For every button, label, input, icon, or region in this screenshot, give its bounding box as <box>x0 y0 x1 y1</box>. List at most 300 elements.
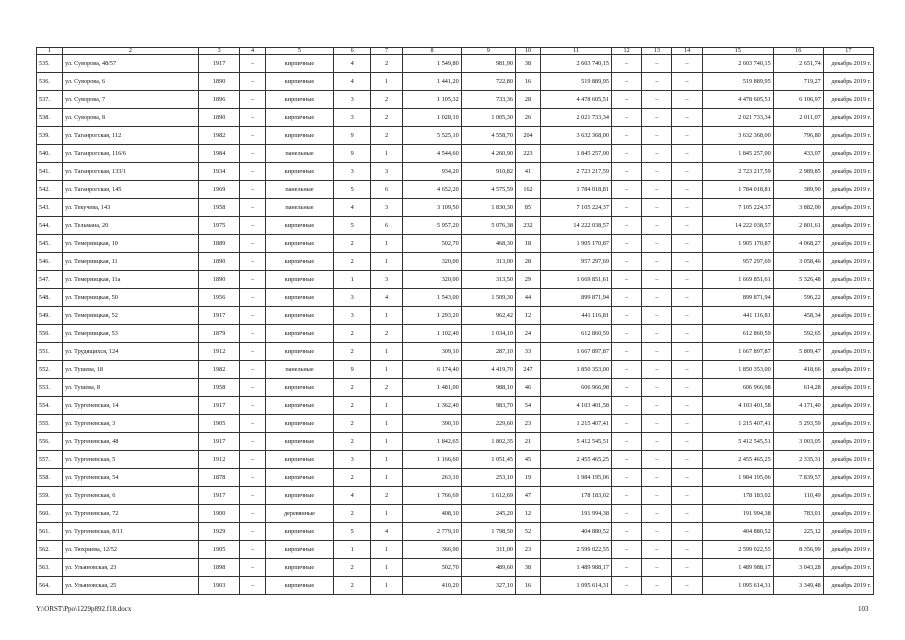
cell-col12: – <box>611 559 641 577</box>
cell-address: ул. Тургеневская, 14 <box>63 397 199 415</box>
cell-address: ул. Темерницкая, 53 <box>63 325 199 343</box>
table-row <box>37 217 874 235</box>
cell-floors: 3 <box>334 91 371 109</box>
cell-repair-cost: 1 784 018,81 <box>541 181 612 199</box>
cell-col13: – <box>642 91 672 109</box>
cell-col13: – <box>642 415 672 433</box>
cell-total-area: 1 549,80 <box>403 55 461 73</box>
table-row <box>37 469 874 487</box>
cell-residents: 26 <box>515 109 540 127</box>
cell-col13: – <box>642 361 672 379</box>
cell-col12: – <box>611 469 641 487</box>
cell-row-number: 553. <box>37 379 63 397</box>
cell-col4: – <box>240 451 265 469</box>
cell-completion-date: декабрь 2019 г. <box>823 559 873 577</box>
cell-col14: – <box>672 487 702 505</box>
cell-wall-material: кирпичные <box>265 343 334 361</box>
cell-wall-material: деревянные <box>265 505 334 523</box>
cell-repair-cost: 14 222 038,57 <box>541 217 612 235</box>
cell-repair-cost: 1 667 897,87 <box>541 343 612 361</box>
cell-col14: – <box>672 109 702 127</box>
cell-col4: – <box>240 541 265 559</box>
cell-residents: 54 <box>515 397 540 415</box>
cell-floors: 2 <box>334 415 371 433</box>
cell-address: ул. Тушева, 18 <box>63 361 199 379</box>
cell-col13: – <box>642 73 672 91</box>
cell-col4: – <box>240 343 265 361</box>
cell-col14: – <box>672 217 702 235</box>
cell-repair-cost: 606 966,98 <box>541 379 612 397</box>
cell-completion-date: декабрь 2019 г. <box>823 433 873 451</box>
cell-repair-cost-total: 1 984 195,06 <box>702 469 773 487</box>
column-header-2: 2 <box>63 48 199 55</box>
cell-repair-cost: 1 850 353,00 <box>541 361 612 379</box>
cell-floors: 4 <box>334 487 371 505</box>
cell-address: ул. Тургеневская, 5 <box>63 451 199 469</box>
cell-row-number: 560. <box>37 505 63 523</box>
cell-wall-material: кирпичные <box>265 379 334 397</box>
cell-repair-cost-total: 5 412 545,51 <box>702 433 773 451</box>
cell-entrances: 3 <box>370 271 402 289</box>
cell-row-number: 552. <box>37 361 63 379</box>
table-row <box>37 559 874 577</box>
cell-cost-per-sqm: 8 356,99 <box>773 541 823 559</box>
cell-col4: – <box>240 307 265 325</box>
cell-address: ул. Таганрогская, 133/1 <box>63 163 199 181</box>
cell-repair-cost: 1 215 407,41 <box>541 415 612 433</box>
cell-col13: – <box>642 343 672 361</box>
cell-repair-cost-total: 612 860,59 <box>702 325 773 343</box>
cell-residents: 162 <box>515 181 540 199</box>
cell-col14: – <box>672 397 702 415</box>
cell-entrances: 3 <box>370 163 402 181</box>
cell-repair-cost: 404 880,52 <box>541 523 612 541</box>
column-header-14: 14 <box>672 48 702 55</box>
cell-residents: 23 <box>515 541 540 559</box>
cell-cost-per-sqm: 3 882,00 <box>773 199 823 217</box>
cell-repair-cost: 7 105 224,37 <box>541 199 612 217</box>
cell-col12: – <box>611 325 641 343</box>
cell-wall-material: кирпичные <box>265 577 334 595</box>
cell-repair-cost-total: 519 889,95 <box>702 73 773 91</box>
cell-residents: 47 <box>515 487 540 505</box>
cell-living-area: 468,30 <box>461 235 515 253</box>
table-row <box>37 73 874 91</box>
cell-residents: 223 <box>515 145 540 163</box>
cell-col4: – <box>240 505 265 523</box>
cell-living-area: 245,20 <box>461 505 515 523</box>
cell-col4: – <box>240 361 265 379</box>
cell-wall-material: панельные <box>265 145 334 163</box>
table-row <box>37 505 874 523</box>
cell-wall-material: кирпичные <box>265 55 334 73</box>
cell-col4: – <box>240 91 265 109</box>
cell-build-year: 1917 <box>198 55 240 73</box>
cell-floors: 4 <box>334 55 371 73</box>
cell-col12: – <box>611 181 641 199</box>
cell-completion-date: декабрь 2019 г. <box>823 361 873 379</box>
cell-entrances: 2 <box>370 379 402 397</box>
table-row <box>37 307 874 325</box>
cell-row-number: 539. <box>37 127 63 145</box>
cell-col4: – <box>240 397 265 415</box>
cell-col12: – <box>611 307 641 325</box>
cell-col12: – <box>611 199 641 217</box>
cell-col12: – <box>611 217 641 235</box>
cell-build-year: 1929 <box>198 523 240 541</box>
cell-row-number: 548. <box>37 289 63 307</box>
cell-residents: 16 <box>515 577 540 595</box>
cell-col13: – <box>642 433 672 451</box>
cell-total-area: 320,00 <box>403 271 461 289</box>
cell-col12: – <box>611 433 641 451</box>
cell-floors: 2 <box>334 325 371 343</box>
cell-floors: 4 <box>334 199 371 217</box>
cell-living-area: 722,80 <box>461 73 515 91</box>
cell-row-number: 563. <box>37 559 63 577</box>
table-row <box>37 577 874 595</box>
cell-living-area: 489,60 <box>461 559 515 577</box>
cell-col13: – <box>642 469 672 487</box>
cell-entrances: 1 <box>370 577 402 595</box>
column-header-8: 8 <box>403 48 461 55</box>
cell-row-number: 546. <box>37 253 63 271</box>
cell-col12: – <box>611 505 641 523</box>
cell-floors: 2 <box>334 343 371 361</box>
cell-repair-cost-total: 957 297,69 <box>702 253 773 271</box>
cell-col14: – <box>672 181 702 199</box>
cell-residents: 85 <box>515 199 540 217</box>
cell-address: ул. Таганрогская, 116/6 <box>63 145 199 163</box>
cell-repair-cost-total: 2 599 022,55 <box>702 541 773 559</box>
cell-address: ул. Тургеневская, 72 <box>63 505 199 523</box>
cell-col14: – <box>672 541 702 559</box>
cell-entrances: 2 <box>370 487 402 505</box>
cell-residents: 38 <box>515 55 540 73</box>
cell-col12: – <box>611 577 641 595</box>
column-header-6: 6 <box>334 48 371 55</box>
cell-entrances: 2 <box>370 127 402 145</box>
cell-total-area: 5 525,10 <box>403 127 461 145</box>
cell-repair-cost-total: 2 723 217,59 <box>702 163 773 181</box>
cell-wall-material: кирпичные <box>265 541 334 559</box>
cell-repair-cost-total: 2 603 740,15 <box>702 55 773 73</box>
cell-col4: – <box>240 199 265 217</box>
table-row <box>37 487 874 505</box>
cell-build-year: 1982 <box>198 127 240 145</box>
cell-living-area: 313,00 <box>461 253 515 271</box>
cell-completion-date: декабрь 2019 г. <box>823 397 873 415</box>
cell-floors: 2 <box>334 469 371 487</box>
cell-wall-material: кирпичные <box>265 325 334 343</box>
cell-total-area: 408,10 <box>403 505 461 523</box>
cell-residents: 19 <box>515 469 540 487</box>
cell-cost-per-sqm: 458,34 <box>773 307 823 325</box>
cell-col4: – <box>240 109 265 127</box>
cell-completion-date: декабрь 2019 г. <box>823 343 873 361</box>
column-header-13: 13 <box>642 48 672 55</box>
cell-col14: – <box>672 361 702 379</box>
cell-cost-per-sqm: 418,66 <box>773 361 823 379</box>
cell-row-number: 561. <box>37 523 63 541</box>
cell-col13: – <box>642 271 672 289</box>
cell-col14: – <box>672 73 702 91</box>
cell-total-area: 2 779,10 <box>403 523 461 541</box>
cell-total-area: 1 441,20 <box>403 73 461 91</box>
cell-repair-cost-total: 1 845 257,00 <box>702 145 773 163</box>
cell-col4: – <box>240 145 265 163</box>
cell-wall-material: кирпичные <box>265 487 334 505</box>
cell-residents: 33 <box>515 343 540 361</box>
cell-living-area: 1 509,30 <box>461 289 515 307</box>
cell-build-year: 1879 <box>198 325 240 343</box>
cell-col4: – <box>240 325 265 343</box>
cell-col13: – <box>642 397 672 415</box>
cell-entrances: 2 <box>370 55 402 73</box>
cell-row-number: 554. <box>37 397 63 415</box>
cell-floors: 2 <box>334 253 371 271</box>
cell-cost-per-sqm: 614,28 <box>773 379 823 397</box>
cell-cost-per-sqm: 592,65 <box>773 325 823 343</box>
cell-build-year: 1912 <box>198 451 240 469</box>
cell-total-area: 1 028,10 <box>403 109 461 127</box>
cell-wall-material: кирпичные <box>265 523 334 541</box>
cell-col4: – <box>240 469 265 487</box>
cell-repair-cost-total: 1 784 018,81 <box>702 181 773 199</box>
cell-address: ул. Суворова, 8 <box>63 109 199 127</box>
cell-col13: – <box>642 145 672 163</box>
cell-completion-date: декабрь 2019 г. <box>823 487 873 505</box>
column-header-16: 16 <box>773 48 823 55</box>
cell-total-area: 1 166,60 <box>403 451 461 469</box>
cell-repair-cost: 2 021 733,34 <box>541 109 612 127</box>
cell-living-area: 253,10 <box>461 469 515 487</box>
cell-wall-material: кирпичные <box>265 253 334 271</box>
cell-col12: – <box>611 127 641 145</box>
cell-repair-cost-total: 1 905 170,87 <box>702 235 773 253</box>
cell-entrances: 1 <box>370 505 402 523</box>
cell-col4: – <box>240 415 265 433</box>
cell-cost-per-sqm: 433,07 <box>773 145 823 163</box>
cell-repair-cost: 519 889,95 <box>541 73 612 91</box>
cell-completion-date: декабрь 2019 г. <box>823 217 873 235</box>
cell-cost-per-sqm: 2 011,07 <box>773 109 823 127</box>
cell-build-year: 1917 <box>198 487 240 505</box>
cell-cost-per-sqm: 110,49 <box>773 487 823 505</box>
cell-cost-per-sqm: 2 651,74 <box>773 55 823 73</box>
cell-col4: – <box>240 55 265 73</box>
column-header-17: 17 <box>823 48 873 55</box>
cell-floors: 3 <box>334 451 371 469</box>
cell-wall-material: кирпичные <box>265 433 334 451</box>
cell-build-year: 1890 <box>198 73 240 91</box>
cell-col14: – <box>672 235 702 253</box>
cell-address: ул. Текучева, 143 <box>63 199 199 217</box>
cell-repair-cost: 4 478 605,51 <box>541 91 612 109</box>
cell-completion-date: декабрь 2019 г. <box>823 235 873 253</box>
table-row <box>37 415 874 433</box>
cell-col12: – <box>611 253 641 271</box>
cell-col12: – <box>611 451 641 469</box>
cell-floors: 9 <box>334 145 371 163</box>
cell-address: ул. Тельмана, 20 <box>63 217 199 235</box>
cell-total-area: 502,70 <box>403 235 461 253</box>
cell-col13: – <box>642 451 672 469</box>
cell-repair-cost: 957 297,69 <box>541 253 612 271</box>
cell-build-year: 1975 <box>198 217 240 235</box>
cell-entrances: 1 <box>370 343 402 361</box>
cell-col13: – <box>642 181 672 199</box>
cell-cost-per-sqm: 783,01 <box>773 505 823 523</box>
cell-col14: – <box>672 91 702 109</box>
cell-build-year: 1958 <box>198 379 240 397</box>
cell-row-number: 557. <box>37 451 63 469</box>
cell-col12: – <box>611 415 641 433</box>
cell-col4: – <box>240 217 265 235</box>
cell-floors: 1 <box>334 271 371 289</box>
cell-col12: – <box>611 271 641 289</box>
cell-completion-date: декабрь 2019 г. <box>823 73 873 91</box>
cell-row-number: 549. <box>37 307 63 325</box>
cell-row-number: 551. <box>37 343 63 361</box>
cell-col13: – <box>642 127 672 145</box>
cell-floors: 3 <box>334 289 371 307</box>
cell-col13: – <box>642 577 672 595</box>
cell-living-area: 910,82 <box>461 163 515 181</box>
cell-col4: – <box>240 181 265 199</box>
cell-entrances: 2 <box>370 91 402 109</box>
cell-repair-cost-total: 1 850 353,00 <box>702 361 773 379</box>
cell-cost-per-sqm: 596,22 <box>773 289 823 307</box>
cell-living-area: 4 575,59 <box>461 181 515 199</box>
cell-living-area: 287,10 <box>461 343 515 361</box>
cell-total-area: 366,90 <box>403 541 461 559</box>
cell-cost-per-sqm: 7 839,57 <box>773 469 823 487</box>
cell-col12: – <box>611 343 641 361</box>
page-number: 103 <box>858 605 869 613</box>
cell-cost-per-sqm: 5 809,47 <box>773 343 823 361</box>
cell-completion-date: декабрь 2019 г. <box>823 271 873 289</box>
cell-completion-date: декабрь 2019 г. <box>823 145 873 163</box>
cell-floors: 9 <box>334 127 371 145</box>
cell-living-area: 313,50 <box>461 271 515 289</box>
column-header-5: 5 <box>265 48 334 55</box>
cell-repair-cost: 3 632 368,00 <box>541 127 612 145</box>
cell-living-area: 1 830,30 <box>461 199 515 217</box>
cell-build-year: 1889 <box>198 235 240 253</box>
cell-col12: – <box>611 397 641 415</box>
cell-floors: 2 <box>334 559 371 577</box>
cell-entrances: 1 <box>370 415 402 433</box>
cell-col13: – <box>642 109 672 127</box>
cell-entrances: 1 <box>370 433 402 451</box>
housing-repair-table <box>36 47 874 595</box>
cell-entrances: 2 <box>370 325 402 343</box>
cell-col12: – <box>611 289 641 307</box>
cell-living-area: 733,36 <box>461 91 515 109</box>
cell-living-area: 981,90 <box>461 55 515 73</box>
cell-repair-cost-total: 1 667 897,87 <box>702 343 773 361</box>
cell-address: ул. Темерницкая, 52 <box>63 307 199 325</box>
cell-row-number: 535. <box>37 55 63 73</box>
cell-entrances: 1 <box>370 541 402 559</box>
cell-col4: – <box>240 433 265 451</box>
cell-floors: 5 <box>334 523 371 541</box>
cell-row-number: 544. <box>37 217 63 235</box>
cell-residents: 28 <box>515 91 540 109</box>
footer-file-path: Y:\ORST\Ppo\1229p892.f18.docx <box>36 605 132 613</box>
cell-col14: – <box>672 523 702 541</box>
cell-entrances: 1 <box>370 397 402 415</box>
cell-wall-material: кирпичные <box>265 127 334 145</box>
cell-repair-cost: 2 603 740,15 <box>541 55 612 73</box>
cell-residents: 44 <box>515 289 540 307</box>
cell-col4: – <box>240 163 265 181</box>
cell-col4: – <box>240 523 265 541</box>
cell-wall-material: кирпичные <box>265 469 334 487</box>
cell-cost-per-sqm: 5 293,59 <box>773 415 823 433</box>
cell-row-number: 542. <box>37 181 63 199</box>
table-row <box>37 397 874 415</box>
cell-cost-per-sqm: 6 106,97 <box>773 91 823 109</box>
cell-col13: – <box>642 55 672 73</box>
cell-residents: 52 <box>515 523 540 541</box>
cell-cost-per-sqm: 5 326,48 <box>773 271 823 289</box>
cell-repair-cost-total: 441 116,81 <box>702 307 773 325</box>
cell-col13: – <box>642 541 672 559</box>
cell-completion-date: декабрь 2019 г. <box>823 289 873 307</box>
cell-col14: – <box>672 577 702 595</box>
cell-repair-cost-total: 191 994,38 <box>702 505 773 523</box>
cell-living-area: 4 260,90 <box>461 145 515 163</box>
cell-row-number: 556. <box>37 433 63 451</box>
cell-wall-material: кирпичные <box>265 397 334 415</box>
cell-col13: – <box>642 163 672 181</box>
cell-col4: – <box>240 73 265 91</box>
cell-floors: 3 <box>334 163 371 181</box>
table-row <box>37 145 874 163</box>
cell-completion-date: декабрь 2019 г. <box>823 379 873 397</box>
column-header-7: 7 <box>370 48 402 55</box>
table-row <box>37 541 874 559</box>
cell-col12: – <box>611 487 641 505</box>
cell-cost-per-sqm: 2 801,61 <box>773 217 823 235</box>
cell-completion-date: декабрь 2019 г. <box>823 505 873 523</box>
cell-repair-cost: 4 103 401,58 <box>541 397 612 415</box>
cell-total-area: 5 957,20 <box>403 217 461 235</box>
cell-floors: 9 <box>334 361 371 379</box>
cell-col14: – <box>672 145 702 163</box>
cell-cost-per-sqm: 389,90 <box>773 181 823 199</box>
table-row <box>37 343 874 361</box>
table-body <box>37 55 874 595</box>
cell-build-year: 1982 <box>198 361 240 379</box>
cell-repair-cost: 1 095 614,31 <box>541 577 612 595</box>
cell-entrances: 4 <box>370 523 402 541</box>
cell-total-area: 4 544,60 <box>403 145 461 163</box>
column-header-3: 3 <box>198 48 240 55</box>
cell-total-area: 3 109,50 <box>403 199 461 217</box>
table-row <box>37 235 874 253</box>
cell-col14: – <box>672 433 702 451</box>
cell-entrances: 1 <box>370 559 402 577</box>
cell-completion-date: декабрь 2019 г. <box>823 181 873 199</box>
cell-repair-cost: 1 669 851,61 <box>541 271 612 289</box>
cell-build-year: 1896 <box>198 91 240 109</box>
cell-cost-per-sqm: 3 043,28 <box>773 559 823 577</box>
cell-repair-cost: 612 860,59 <box>541 325 612 343</box>
cell-address: ул. Трудящихся, 124 <box>63 343 199 361</box>
